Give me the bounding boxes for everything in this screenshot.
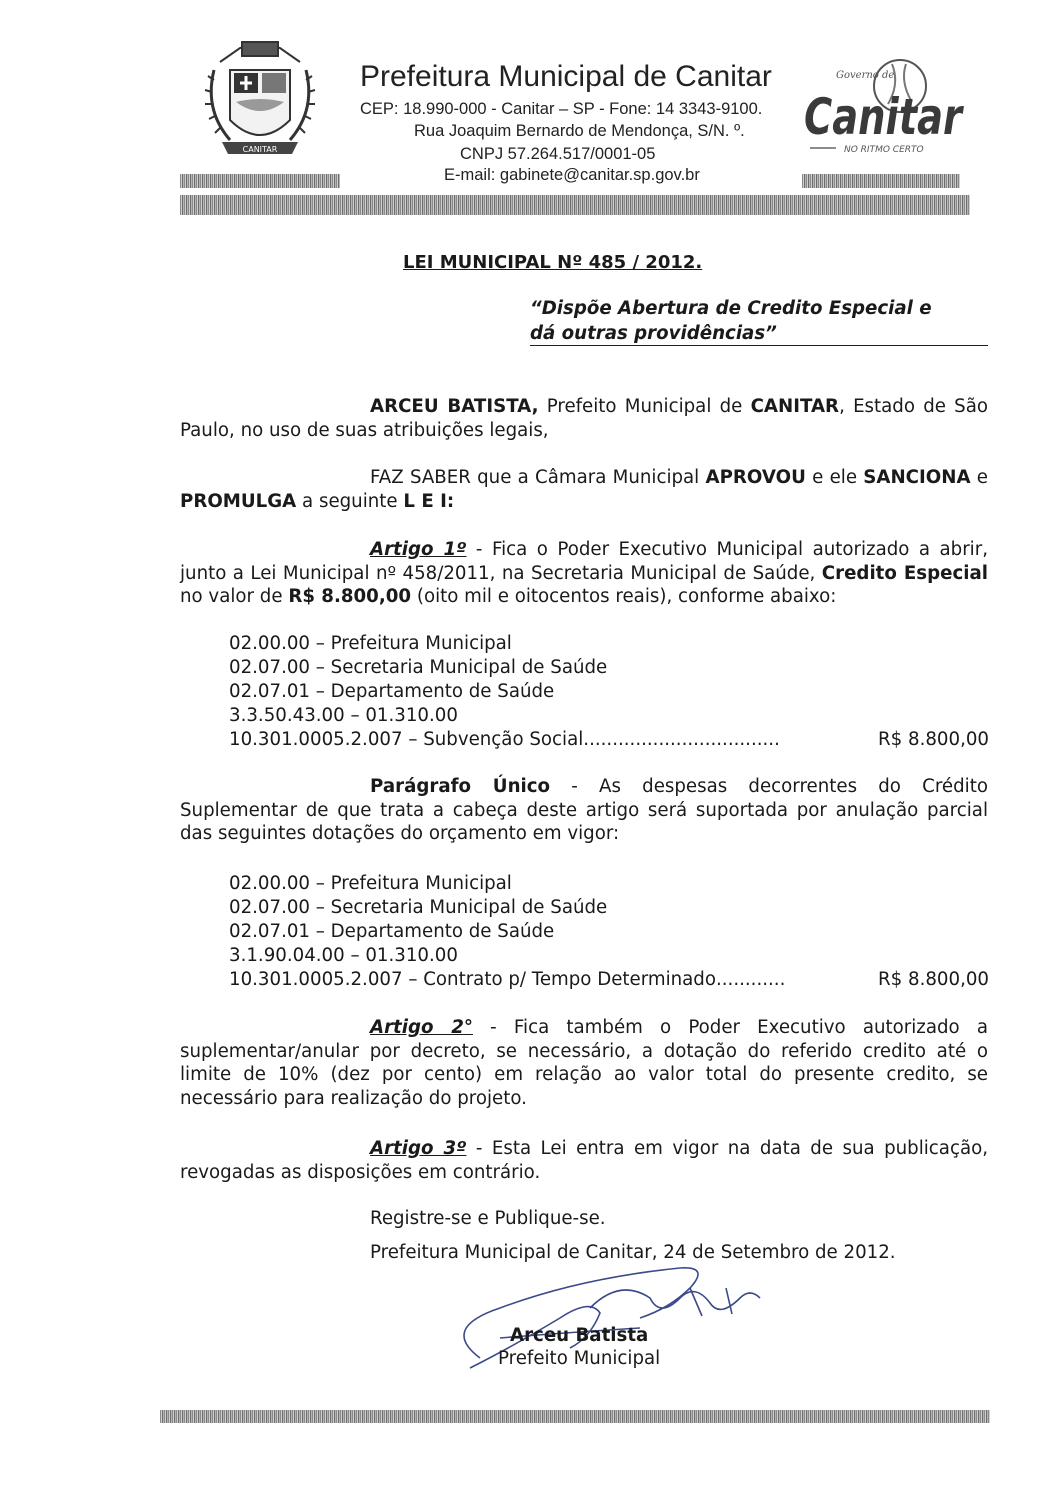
logo-slogan: NO RITMO CERTO [844, 145, 924, 155]
law-ementa [530, 296, 988, 346]
footer-bar [160, 1410, 990, 1423]
amount: R$ 8.800,00 [878, 729, 989, 750]
ementa-line-1: “Dispõe Abertura de Credito Especial e [530, 298, 932, 319]
article-1-label: Artigo 1º [370, 539, 467, 560]
signer-role: Prefeito Municipal [498, 1348, 661, 1369]
list-item: 02.07.00 – Secretaria Municipal de Saúde [229, 897, 608, 918]
paragraph-unico: Parágrafo Único - As despesas decorrentes do Crédito Suplementar de que trata a cabeça deste artigo será suportada por anulação parcial das seguintes dotações do orçamento em vigor: [180, 776, 988, 844]
crest-band-text: CANITAR [242, 145, 278, 154]
canitar-government-logo [800, 56, 965, 166]
list-item: 3.3.50.43.00 – 01.310.00 [229, 705, 458, 726]
header-email: E-mail: gabinete@canitar.sp.gov.br [444, 166, 700, 184]
header-bar-left [180, 174, 340, 188]
list-item: 02.00.00 – Prefeitura Municipal [229, 633, 512, 654]
list-item: 3.1.90.04.00 – 01.310.00 [229, 945, 458, 966]
register-publish-text: Registre-se e Publique-se. [370, 1208, 606, 1229]
list-item: 02.07.01 – Departamento de Saúde [229, 921, 555, 942]
mayor-name: ARCEU BATISTA, [370, 396, 539, 417]
date-line: Prefeitura Municipal de Canitar, 24 de Setembro de 2012. [370, 1242, 896, 1263]
article-3-paragraph: Artigo 3º - Esta Lei entra em vigor na data de sua publicação, revogadas as disposições em contrário. [180, 1138, 988, 1183]
amount: R$ 8.800,00 [878, 969, 989, 990]
list-item: 02.00.00 – Prefeitura Municipal [229, 873, 512, 894]
article-1-paragraph: Artigo 1º - Fica o Poder Executivo Municipal autorizado a abrir, junto a Lei Municipal nº 458/2011, na Secretaria Municipal de Saúde, Credito Especial no valor de R$ 8.800,00 (oito mil e oitocentos reais), conforme abaixo: [180, 539, 988, 607]
article-3-label: Artigo 3º [370, 1138, 467, 1159]
law-title: LEI MUNICIPAL Nº 485 / 2012. [403, 252, 703, 273]
intro-paragraph: ARCEU BATISTA, Prefeito Municipal de CANITAR, Estado de São Paulo, no uso de suas atribuições legais, [180, 396, 988, 441]
header-bar-right [802, 174, 960, 188]
paragraph-budget-list [229, 872, 989, 992]
list-item: 02.07.00 – Secretaria Municipal de Saúde [229, 657, 608, 678]
signer-name: Arceu Batista [510, 1325, 649, 1346]
logo-small-text: Governo de [836, 70, 895, 81]
logo-big-text: Canitar [804, 88, 965, 146]
ementa-underline [530, 345, 988, 346]
list-item: 02.07.01 – Departamento de Saúde [229, 681, 555, 702]
article-2-label: Artigo 2° [370, 1017, 473, 1038]
article-2-paragraph: Artigo 2° - Fica também o Poder Executivo autorizado a suplementar/anular por decreto, se necessário, a dotação do referido credito até o limite de 10% (dez por cento) em relação ao valor total do presente credito, se necessário para realização do projeto. [180, 1017, 988, 1109]
list-item-total: 10.301.0005.2.007 – Contrato p/ Tempo Determinado ............ R$ 8.800,00 [229, 969, 989, 990]
header-address: Rua Joaquim Bernardo de Mendonça, S/N. º. [414, 122, 745, 140]
header-bar-full [180, 195, 970, 215]
header-title: Prefeitura Municipal de Canitar [360, 60, 772, 93]
city-name: CANITAR [750, 396, 840, 417]
municipal-crest-logo [200, 40, 320, 170]
header-cep-phone: CEP: 18.990-000 - Canitar – SP - Fone: 14 3343-9100. [360, 100, 763, 118]
paragraph-unico-label: Parágrafo Único [370, 776, 551, 797]
ementa-line-2: dá outras providências” [530, 323, 777, 344]
article-1-budget-list [229, 632, 989, 752]
header-cnpj: CNPJ 57.264.517/0001-05 [460, 145, 656, 163]
list-item-total: 10.301.0005.2.007 – Subvenção Social .................................. R$ 8.800,00 [229, 729, 989, 750]
promulgation-paragraph: FAZ SABER que a Câmara Municipal APROVOU e ele SANCIONA e PROMULGA a seguinte L E I: [180, 467, 988, 512]
